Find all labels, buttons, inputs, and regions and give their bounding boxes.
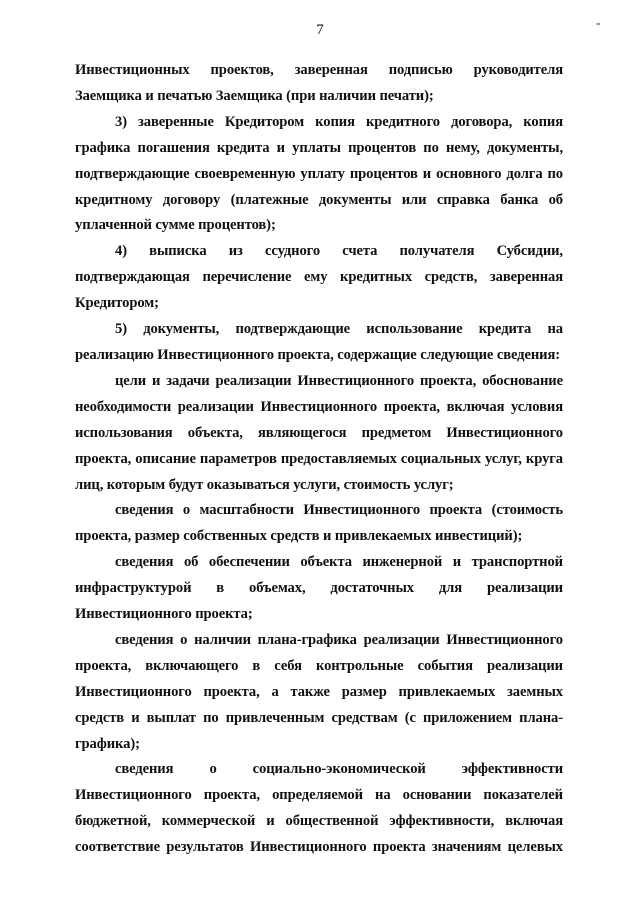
document-body [75,58,563,861]
paragraph-continuation: Инвестиционных проектов, заверенная подписью руководителя Заемщика и печатью Заемщика (при наличии печати); [75,62,563,104]
paragraph-goals: цели и задачи реализации Инвестиционного проекта, обоснование необходимости реализации Инвестиционного проекта, включая условия использования объекта, являющегося предметом Инвестиционного проекта, описание параметров предоставляемых социальных услуг, круга лиц, которым будут оказываться услуги, стоимость услуг; [75,372,563,493]
paragraph-schedule: сведения о наличии плана-графика реализации Инвестиционного проекта, включающего в себя контрольные события реализации Инвестиционного проекта, а также размер привлекаемых заемных средств и выплат по привлеченным средствам (с приложением плана-графика); [75,631,563,752]
paragraph-scale: сведения о масштабности Инвестиционного проекта (стоимость проекта, размер собственных средств и привлекаемых инвестиций); [75,502,563,545]
paragraph-item-4: 4) выписка из ссудного счета получателя Субсидии, подтверждающая перечисление ему кредитных средств, заверенная Кредитором; [75,243,563,312]
corner-mark: - [596,16,601,31]
paragraph-infrastructure: сведения об обеспечении объекта инженерной и транспортной инфраструктурой в объемах, достаточных для реализации Инвестиционного проекта; [75,554,563,623]
page-number: 7 [316,22,324,38]
paragraph-item-5: 5) документы, подтверждающие использование кредита на реализацию Инвестиционного проекта, содержащие следующие сведения: [75,321,563,363]
paragraph-item-3: 3) заверенные Кредитором копия кредитного договора, копия графика погашения кредита и уплаты процентов по нему, документы, подтверждающие своевременную уплату процентов и основного долга по кредитному договору (платежные документы или справка банка об уплаченной сумме процентов); [75,113,563,234]
paragraph-efficiency: сведения о социально-экономической эффективности Инвестиционного проекта, определяемой на основании показателей бюджетной, коммерческой и общественной эффективности, включая соответствие результатов Инвестиционного проекта значениям целевых [75,761,563,856]
